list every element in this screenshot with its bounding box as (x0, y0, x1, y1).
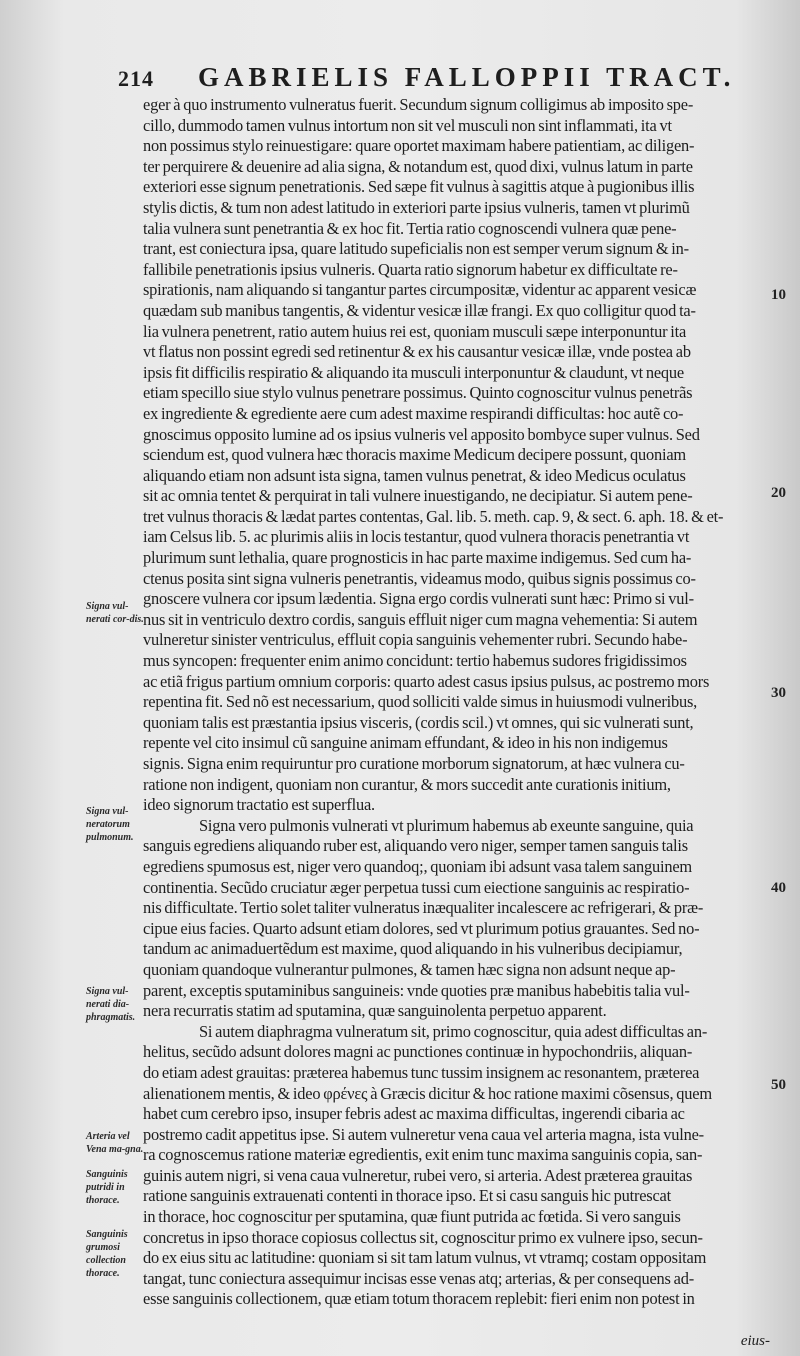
text-line: ratione non indigent, quoniam non curantur, & mors succedit ante curationis initium, (143, 774, 671, 794)
text-line: eger à quo instrumento vulneratus fuerit. Secundum signum colligimus ab imposito spe- (143, 95, 694, 114)
text-line: iam Celsus lib. 5. ac plurimis aliis in locis testantur, quod vulnera thoracis penetrantia vt (143, 527, 690, 547)
text-line: do ex eius situ ac latitudine: quoniam si sit tam latum vulnus, vt vtramq; costam oppositam (143, 1248, 707, 1268)
text-line: quoniam quandoque vulnerantur pulmones, & tamen hæc signa non adsunt neque ap- (143, 959, 676, 979)
text-line: nis difficultate. Tertio solet taliter vulneratus inæqualiter incalescere ac refrigerari, & præ- (143, 898, 704, 918)
text-line: cillo, dummodo tamen vulnus intortum non sit vel musculi non sint inflammati, ita vt (143, 115, 672, 135)
text-line: nus sit in ventriculo dextro cordis, sanguis effluit niger cum magna vehementia: Si autem (143, 609, 698, 629)
text-line: tandum ac animaduertẽdum est maxime, quod aliquando in his vulneribus decipiamur, (143, 939, 683, 959)
text-line: sanguis egrediens aliquando ruber est, aliquando vero niger, semper tamen sanguis talis (143, 836, 688, 856)
text-line: sciendum est, quod vulnera hæc thoracis maxime Medicum decipere possunt, quoniam (143, 445, 686, 465)
text-line: ctenus posita sint signa vulneris penetrantis, videamus modo, quibus signis possimus co- (143, 568, 696, 588)
text-line: ratione sanguinis extrauenati contenti in thorace ipso. Et si casu sanguis hic putrescat (143, 1186, 671, 1206)
text-line: repentina fit. Sed nõ est necessarium, quod solliciti valde simus in huiusmodi vulneribus, (143, 692, 698, 712)
text-line: egrediens spumosus est, niger vero quandoq;, quoniam ibi adsunt vasa talem sanguinem (143, 856, 692, 876)
text-line: gnoscere vulnera cor ipsum lædentia. Signa ergo cordis vulnerati sunt hæc: Primo si vul- (143, 589, 694, 609)
margin-note: Signa vul-nerati dia-phragmatis. (86, 986, 136, 1023)
text-line: ter perquirere & deuenire ad alia signa, & notandum est, quod dixi, vulnus latum in parte (143, 156, 693, 176)
text-line: plurimum sunt lethalia, quare prognosticis in hac parte maxime indigemus. Sed cum ha- (143, 548, 692, 568)
text-line: tangat, tunc coniectura assequimur incisas esse venas atq; arterias, & per consequens ad- (143, 1268, 694, 1288)
text-line: esse sanguinis collectionem, quæ etiam totum thoracem replebit: fieri enim non potest in (143, 1289, 695, 1309)
text-line: quædam sub manibus tangentis, & videntur vesicæ illæ frangi. Ex quo colligitur quod ta- (143, 300, 696, 320)
text-line: Signa vero pulmonis vulnerati vt plurimum habemus ab exeunte sanguine, quia (199, 815, 694, 835)
text-line: alienationem mentis, & ideo φρένες à Græcis dicitur & hoc ratione maximi cõsensus, quem (143, 1083, 712, 1103)
text-line: non possimus stylo reinuestigare: quare oportet maximam habere patientiam, ac diligen- (143, 136, 695, 156)
text-line: quoniam talis est præstantia ipsius visceris, (cordis scil.) vt omnes, qui sic vulnerati sunt, (143, 712, 694, 732)
text-line: exteriori esse signum penetrationis. Sed sæpe fit vulnus à sagittis atque à pugionibus illis (143, 177, 695, 197)
text-line: vulneretur sinister ventriculus, effluit copia sanguinis vehementer rubri. Secundo habe- (143, 630, 688, 650)
text-line: talia vulnera sunt penetrantia & ex hoc fit. Tertia ratio cognoscendi vulnera quæ pene- (143, 218, 677, 238)
text-line: trant, est coniectura ipsa, quare latitudo supeficialis non est semper verum signum & in- (143, 239, 689, 259)
text-line: mus syncopen: frequenter enim animo concidunt: tertio habemus sudores frigidissimos (143, 651, 687, 671)
text-line: gnoscimus opposito lumine ad os ipsius vulneris vel apposito bombyce super vulnus. Sed (143, 424, 700, 444)
text-line: cipue eius facies. Quarto adsunt etiam dolores, sed vt plurimum potius grauantes. Sed no- (143, 918, 700, 938)
text-line: ex ingrediente & egrediente aere cum adest maxime respirandi difficultas: hoc autẽ co- (143, 403, 684, 423)
body-text (143, 95, 780, 1310)
catchword: eius- (740, 1333, 770, 1349)
text-line: in thorace, hoc cognoscitur per sputamina, quæ fiunt putrida ac fœtida. Si vero sanguis (143, 1207, 681, 1227)
margin-note: Signa vul-nerati cor-dis. (86, 601, 144, 625)
page-number: 214 (118, 66, 154, 91)
margin-note: Arteria vel Vena ma-gna. (86, 1131, 144, 1155)
text-line: lia vulnera penetrent, ratio autem huius rei est, quoniam musculi sæpe interponuntur ita (143, 321, 687, 341)
text-line: do etiam adest grauitas: præterea habemus tunc tussim insignem ac resonantem, præterea (143, 1062, 700, 1082)
text-line: ideo signorum tractatio est superflua. (143, 795, 375, 815)
text-line: concretus in ipso thorace copiosus collectus sit, cognoscitur primo ex vulnere ipso, secun- (143, 1227, 703, 1247)
page-header (118, 62, 736, 96)
text-line: aliquando etiam non adsunt ista signa, tamen vulnus penetrat, & ideo Medicus oculatus (143, 465, 686, 485)
text-line: vt flatus non possint egredi sed retinentur & ex his causantur vesicæ illæ, vnde postea ab (143, 342, 691, 362)
text-line: ipsis fit difficilis respiratio & aliquando ita musculi interponuntur & claudunt, vt neque (143, 362, 684, 382)
margin-note: Sanguinis putridi in thorace. (86, 1169, 128, 1206)
line-number: 50 (771, 1077, 786, 1093)
text-line: continentia. Secũdo cruciatur æger perpetua tussi cum eiectione sanguinis ac respiratio- (143, 877, 690, 897)
text-line: stylis dictis, & tum non adest latitudo in exteriori parte ipsius vulneris, tamen vt plurimũ (143, 197, 690, 217)
text-line: postremo cadit appetitus ipse. Si autem vulneretur vena caua vel arteria magna, ista vulne- (143, 1124, 704, 1144)
text-line: repente vel cito insimul cũ sanguine animam effundant, & ideo in his non indigemus (143, 733, 668, 753)
text-line: parent, exceptis sputaminibus sanguineis: vnde quoties præ manibus habebitis talia vul- (143, 980, 690, 1000)
text-line: etiam specillo siue stylo vulnus penetrare possimus. Quinto cognoscitur vulnus penetrãs (143, 383, 693, 403)
margin-note: Sanguinis grumosi collection thorace. (86, 1229, 128, 1279)
text-line: nera recurratis statim ad sputamina, quæ sanguinolenta perpetuo apparent. (143, 1001, 607, 1021)
text-line: habet cum cerebro ipso, insuper febris adest ac maxima difficultas, ingerendi cibaria ac (143, 1104, 685, 1124)
text-line: fallibile penetrationis ipsius vulneris. Quarta ratio signorum habetur ex difficultate re- (143, 259, 678, 279)
margin-note: Signa vul-neratorum pulmonum. (86, 806, 134, 843)
text-line: Si autem diaphragma vulneratum sit, primo cognoscitur, quia adest difficultas an- (199, 1021, 708, 1041)
text-line: ac etiã frigus partium omnium corporis: quarto adest casus ipsius pulsus, ac postremo mors (143, 671, 710, 691)
line-number: 30 (771, 685, 786, 701)
text-line: sit ac omnia tentet & perquirat in tali vulnere inuestigando, ne decipiatur. Si autem pene- (143, 486, 693, 506)
line-number: 10 (771, 287, 786, 303)
line-number: 40 (771, 880, 786, 896)
line-number: 20 (771, 485, 786, 501)
text-line: spirationis, nam aliquando si tangantur partes circumpositæ, videntur ac apparent vesicæ (143, 280, 697, 300)
text-line: helitus, secũdo adsunt dolores magni ac punctiones continuæ in hypochondriis, aliquan- (143, 1042, 693, 1062)
running-head: GABRIELIS FALLOPPII TRACT. (198, 62, 736, 92)
text-line: ra cognoscemus ratione materiæ egredientis, exit enim tunc maxima sanguinis copia, san- (143, 1145, 703, 1165)
text-line: tret vulnus thoracis & lædat partes contentas, Gal. lib. 5. meth. cap. 9, & sect. 6. aph. 18. & et- (143, 506, 724, 526)
text-line: guinis autem nigri, si vena caua vulneretur, rubei vero, si arteria. Adest præterea grauitas (143, 1165, 693, 1185)
text-line: signis. Signa enim requiruntur pro curatione morborum signatorum, at hæc vulnera cu- (143, 754, 685, 773)
